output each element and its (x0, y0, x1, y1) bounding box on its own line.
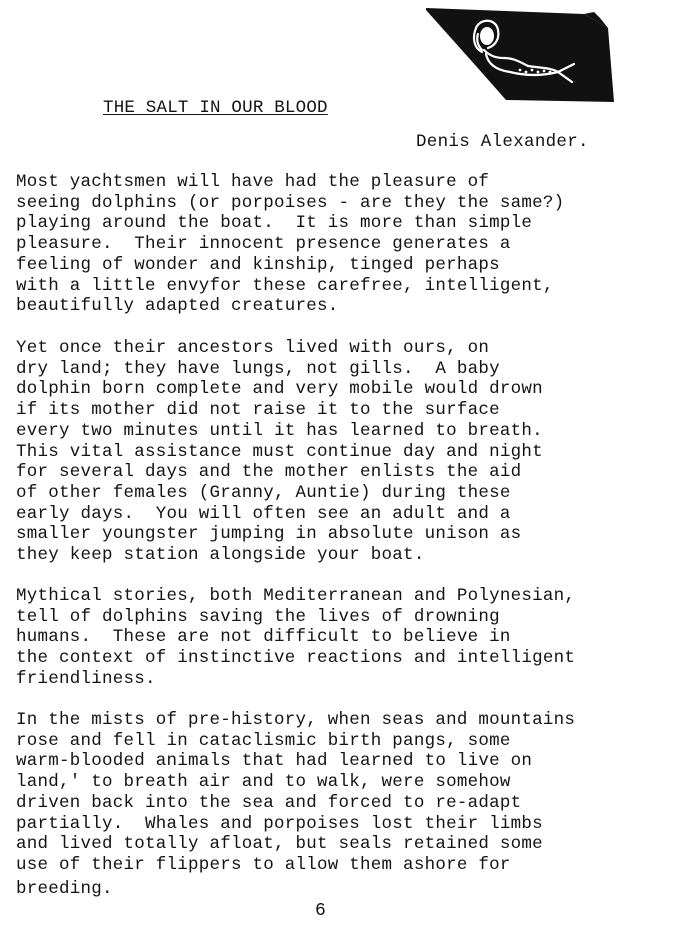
article-title: THE SALT IN OUR BLOOD (103, 98, 328, 118)
text-line: early days. You will often see an adult and a (16, 503, 511, 524)
text-line: land,' to breath air and to walk, were somehow (16, 772, 511, 793)
text-line: In the mists of pre-history, when seas and mountains (16, 710, 576, 730)
paragraph-3 (16, 586, 668, 690)
text-line: feeling of wonder and kinship, tinged perhaps (16, 254, 500, 275)
text-line: breeding. (16, 878, 113, 899)
text-line: Mythical stories, both Mediterranean and Polynesian, (16, 586, 576, 606)
text-line: humans. These are not difficult to believe in (16, 627, 511, 648)
author-name: Denis Alexander. (416, 132, 589, 152)
paragraph-1 (16, 172, 668, 317)
text-line: dry land; they have lungs, not gills. A baby (16, 358, 500, 379)
text-line: the context of instinctive reactions and intelligent (16, 648, 576, 669)
text-line: playing around the boat. It is more than simple (16, 213, 533, 234)
text-line: friendliness. (16, 668, 156, 689)
text-line: seeing dolphins (or porpoises - are they the same?) (16, 192, 565, 213)
text-line: This vital assistance must continue day and night (16, 441, 543, 462)
paragraph-4 (16, 710, 668, 899)
page-number: 6 (315, 901, 326, 921)
text-line: with a little envyfor these carefree, intelligent, (16, 275, 554, 296)
text-line: pleasure. Their innocent presence generates a (16, 234, 511, 255)
text-line: Most yachtsmen will have had the pleasure of (16, 172, 490, 192)
text-line: of other females (Granny, Auntie) during these (16, 482, 511, 503)
text-line: if its mother did not raise it to the surface (16, 400, 500, 421)
text-line: dolphin born complete and very mobile would drown (16, 379, 543, 400)
text-line: driven back into the sea and forced to re-adapt (16, 792, 522, 813)
paragraph-2 (16, 338, 668, 566)
text-line: Yet once their ancestors lived with ours, on (16, 338, 490, 358)
text-line: every two minutes until it has learned to breath. (16, 420, 543, 441)
text-line: smaller youngster jumping in absolute unison as (16, 524, 522, 545)
text-line: use of their flippers to allow them ashore for (16, 854, 511, 875)
text-line: tell of dolphins saving the lives of drowning (16, 606, 500, 627)
text-line: rose and fell in cataclismic birth pangs, some (16, 730, 511, 751)
text-line: warm-blooded animals that had learned to live on (16, 751, 533, 772)
text-line: beautifully adapted creatures. (16, 296, 339, 317)
text-line: partially. Whales and porpoises lost their limbs (16, 813, 543, 834)
text-line: and lived totally afloat, but seals retained some (16, 834, 543, 855)
text-line: for several days and the mother enlists the aid (16, 462, 522, 483)
text-line: they keep station alongside your boat. (16, 545, 425, 566)
mermaid-icon (424, 6, 614, 102)
